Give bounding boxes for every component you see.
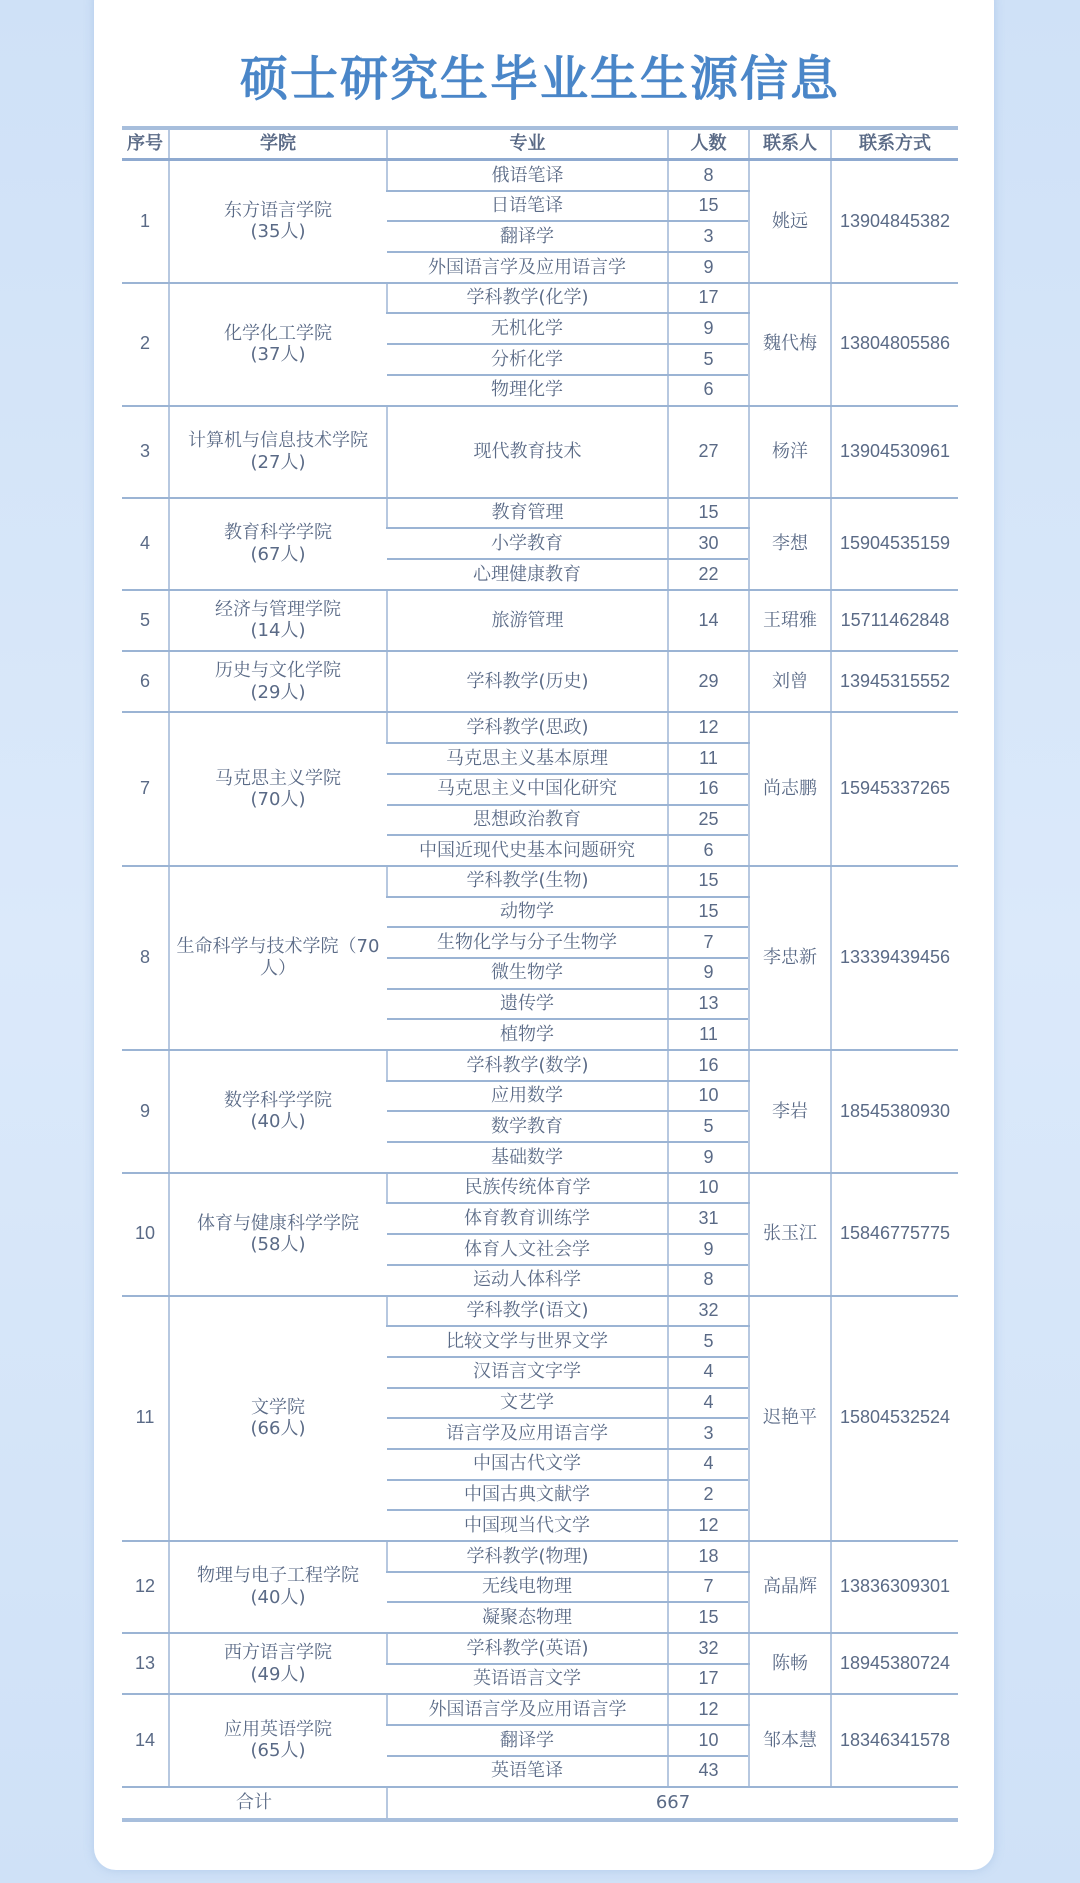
major-cell: 教育管理: [387, 498, 668, 529]
major-cell: 学科教学(生物): [387, 866, 668, 897]
major-cell: 外国语言学及应用语言学: [387, 1694, 668, 1725]
college-name: 数学科学学院: [224, 1089, 332, 1111]
row-index: 9: [122, 1050, 169, 1173]
major-cell: 遗传学: [387, 989, 668, 1020]
phone-cell: 13836309301: [831, 1541, 958, 1633]
college-total: (27人): [250, 451, 306, 473]
row-index: 11: [122, 1296, 169, 1542]
row-index: 10: [122, 1173, 169, 1296]
count-cell: 12: [668, 1694, 749, 1725]
contact-cell: 邹本慧: [749, 1694, 831, 1786]
count-cell: 12: [668, 712, 749, 743]
table-row: [122, 590, 958, 651]
college-name: 生命科学与技术学院（70: [176, 936, 380, 958]
phone-cell: 15846775775: [831, 1173, 958, 1296]
major-cell: 翻译学: [387, 1725, 668, 1756]
major-cell: 基础数学: [387, 1142, 668, 1173]
phone-cell: 15711462848: [831, 590, 958, 651]
phone-cell: 15804532524: [831, 1296, 958, 1542]
college-name: 文学院: [251, 1396, 305, 1418]
count-cell: 16: [668, 774, 749, 805]
count-cell: 10: [668, 1173, 749, 1204]
table-row: [122, 1541, 958, 1572]
major-cell: 微生物学: [387, 958, 668, 989]
contact-cell: 李想: [749, 498, 831, 590]
college-total: (14人): [250, 620, 306, 642]
phone-cell: 18945380724: [831, 1633, 958, 1694]
college-total: (37人): [250, 344, 306, 366]
college-name: 历史与文化学院: [215, 660, 341, 682]
college-cell: [169, 1694, 387, 1786]
major-cell: 外国语言学及应用语言学: [387, 252, 668, 283]
count-cell: 11: [668, 743, 749, 774]
row-index: 6: [122, 651, 169, 712]
college-cell: [169, 498, 387, 590]
count-cell: 4: [668, 1388, 749, 1419]
contact-cell: 王珺雅: [749, 590, 831, 651]
table-header-row: [122, 128, 958, 160]
count-cell: 14: [668, 590, 749, 651]
major-cell: 马克思主义中国化研究: [387, 774, 668, 805]
count-cell: 15: [668, 897, 749, 928]
college-cell: [169, 1633, 387, 1694]
row-index: 1: [122, 160, 169, 283]
count-cell: 32: [668, 1296, 749, 1327]
count-cell: 17: [668, 283, 749, 314]
major-cell: 文艺学: [387, 1388, 668, 1419]
college-total: (40人): [250, 1587, 306, 1609]
contact-cell: 杨洋: [749, 406, 831, 498]
contact-cell: 刘曾: [749, 651, 831, 712]
footer-total: 667: [387, 1787, 958, 1820]
major-cell: 动物学: [387, 897, 668, 928]
major-cell: 中国古典文献学: [387, 1480, 668, 1511]
row-index: 14: [122, 1694, 169, 1786]
contact-cell: 姚远: [749, 160, 831, 283]
count-cell: 22: [668, 559, 749, 590]
major-cell: 比较文学与世界文学: [387, 1326, 668, 1357]
college-cell: [169, 1296, 387, 1542]
count-cell: 17: [668, 1664, 749, 1695]
college-total: (40人): [250, 1111, 306, 1133]
count-cell: 6: [668, 375, 749, 406]
major-cell: 学科教学(数学): [387, 1050, 668, 1081]
header-major: 专业: [387, 128, 668, 160]
college-total: (49人): [250, 1663, 306, 1685]
contact-cell: 高晶辉: [749, 1541, 831, 1633]
major-cell: 英语笔译: [387, 1756, 668, 1787]
footer-label: 合计: [122, 1787, 387, 1820]
count-cell: 16: [668, 1050, 749, 1081]
header-index: 序号: [122, 128, 169, 160]
major-cell: 学科教学(语文): [387, 1296, 668, 1327]
table-row: [122, 866, 958, 897]
count-cell: 29: [668, 651, 749, 712]
major-cell: 无机化学: [387, 313, 668, 344]
count-cell: 9: [668, 252, 749, 283]
college-name: 教育科学学院: [224, 522, 332, 544]
table-body: [122, 160, 958, 1787]
college-total: (35人): [250, 221, 306, 243]
table-row: [122, 1296, 958, 1327]
college-cell: [169, 283, 387, 406]
header-college: 学院: [169, 128, 387, 160]
college-name: 应用英语学院: [224, 1718, 332, 1740]
college-name: 东方语言学院: [224, 199, 332, 221]
phone-cell: 13804805586: [831, 283, 958, 406]
major-cell: 翻译学: [387, 221, 668, 252]
row-index: 13: [122, 1633, 169, 1694]
college-cell: [169, 590, 387, 651]
count-cell: 7: [668, 1572, 749, 1603]
count-cell: 9: [668, 1142, 749, 1173]
header-contact: 联系人: [749, 128, 831, 160]
header-count: 人数: [668, 128, 749, 160]
count-cell: 11: [668, 1019, 749, 1050]
count-cell: 15: [668, 866, 749, 897]
count-cell: 18: [668, 1541, 749, 1572]
table-row: [122, 651, 958, 712]
college-total: 人）: [260, 957, 296, 979]
row-index: 12: [122, 1541, 169, 1633]
major-cell: 中国现当代文学: [387, 1510, 668, 1541]
contact-cell: 李忠新: [749, 866, 831, 1050]
college-name: 物理与电子工程学院: [197, 1565, 359, 1587]
graduate-source-table: [122, 126, 958, 1822]
college-total: (29人): [250, 681, 306, 703]
major-cell: 凝聚态物理: [387, 1602, 668, 1633]
count-cell: 12: [668, 1510, 749, 1541]
row-index: 5: [122, 590, 169, 651]
table-row: [122, 712, 958, 743]
count-cell: 8: [668, 160, 749, 191]
college-cell: [169, 866, 387, 1050]
major-cell: 分析化学: [387, 344, 668, 375]
table-row: [122, 406, 958, 498]
count-cell: 2: [668, 1480, 749, 1511]
table-row: [122, 498, 958, 529]
major-cell: 语言学及应用语言学: [387, 1418, 668, 1449]
phone-cell: 13904845382: [831, 160, 958, 283]
college-total: (58人): [250, 1234, 306, 1256]
college-name: 计算机与信息技术学院: [188, 429, 368, 451]
major-cell: 体育教育训练学: [387, 1203, 668, 1234]
major-cell: 心理健康教育: [387, 559, 668, 590]
count-cell: 30: [668, 528, 749, 559]
contact-cell: 张玉江: [749, 1173, 831, 1296]
count-cell: 13: [668, 989, 749, 1020]
phone-cell: 18545380930: [831, 1050, 958, 1173]
graduate-source-table-wrap: [122, 126, 958, 1822]
college-cell: [169, 160, 387, 283]
contact-cell: 陈畅: [749, 1633, 831, 1694]
college-cell: [169, 1050, 387, 1173]
table-row: [122, 1050, 958, 1081]
row-index: 4: [122, 498, 169, 590]
row-index: 7: [122, 712, 169, 865]
table-row: [122, 1173, 958, 1204]
count-cell: 9: [668, 1234, 749, 1265]
major-cell: 马克思主义基本原理: [387, 743, 668, 774]
table-footer-row: [122, 1787, 958, 1820]
count-cell: 4: [668, 1449, 749, 1480]
major-cell: 学科教学(英语): [387, 1633, 668, 1664]
count-cell: 3: [668, 221, 749, 252]
count-cell: 10: [668, 1081, 749, 1112]
major-cell: 运动人体科学: [387, 1265, 668, 1296]
major-cell: 无线电物理: [387, 1572, 668, 1603]
phone-cell: 18346341578: [831, 1694, 958, 1786]
college-total: (65人): [250, 1740, 306, 1762]
college-cell: [169, 1173, 387, 1296]
college-name: 体育与健康科学学院: [197, 1212, 359, 1234]
count-cell: 15: [668, 191, 749, 222]
major-cell: 应用数学: [387, 1081, 668, 1112]
college-cell: [169, 651, 387, 712]
phone-cell: 13339439456: [831, 866, 958, 1050]
college-name: 马克思主义学院: [215, 767, 341, 789]
major-cell: 体育人文社会学: [387, 1234, 668, 1265]
table-row: [122, 160, 958, 191]
college-cell: [169, 406, 387, 498]
college-name: 经济与管理学院: [215, 598, 341, 620]
college-total: (70人): [250, 789, 306, 811]
row-index: 3: [122, 406, 169, 498]
college-cell: [169, 712, 387, 865]
contact-cell: 李岩: [749, 1050, 831, 1173]
count-cell: 27: [668, 406, 749, 498]
college-total: (67人): [250, 543, 306, 565]
count-cell: 43: [668, 1756, 749, 1787]
count-cell: 3: [668, 1418, 749, 1449]
count-cell: 31: [668, 1203, 749, 1234]
count-cell: 5: [668, 344, 749, 375]
count-cell: 6: [668, 835, 749, 866]
count-cell: 4: [668, 1357, 749, 1388]
contact-cell: 尚志鹏: [749, 712, 831, 865]
count-cell: 5: [668, 1326, 749, 1357]
major-cell: 学科教学(物理): [387, 1541, 668, 1572]
count-cell: 8: [668, 1265, 749, 1296]
count-cell: 9: [668, 313, 749, 344]
table-row: [122, 1633, 958, 1664]
count-cell: 10: [668, 1725, 749, 1756]
major-cell: 现代教育技术: [387, 406, 668, 498]
row-index: 2: [122, 283, 169, 406]
count-cell: 7: [668, 927, 749, 958]
major-cell: 民族传统体育学: [387, 1173, 668, 1204]
header-phone: 联系方式: [831, 128, 958, 160]
major-cell: 学科教学(思政): [387, 712, 668, 743]
count-cell: 32: [668, 1633, 749, 1664]
college-name: 西方语言学院: [224, 1642, 332, 1664]
college-total: (66人): [250, 1418, 306, 1440]
major-cell: 汉语言文字学: [387, 1357, 668, 1388]
major-cell: 物理化学: [387, 375, 668, 406]
major-cell: 日语笔译: [387, 191, 668, 222]
phone-cell: 15945337265: [831, 712, 958, 865]
table-row: [122, 283, 958, 314]
count-cell: 15: [668, 498, 749, 529]
college-name: 化学化工学院: [224, 322, 332, 344]
count-cell: 5: [668, 1111, 749, 1142]
major-cell: 思想政治教育: [387, 805, 668, 836]
college-cell: [169, 1541, 387, 1633]
count-cell: 25: [668, 805, 749, 836]
major-cell: 中国古代文学: [387, 1449, 668, 1480]
phone-cell: 15904535159: [831, 498, 958, 590]
contact-cell: 迟艳平: [749, 1296, 831, 1542]
major-cell: 植物学: [387, 1019, 668, 1050]
major-cell: 小学教育: [387, 528, 668, 559]
table-row: [122, 1694, 958, 1725]
count-cell: 9: [668, 958, 749, 989]
major-cell: 中国近现代史基本问题研究: [387, 835, 668, 866]
major-cell: 英语语言文学: [387, 1664, 668, 1695]
row-index: 8: [122, 866, 169, 1050]
major-cell: 旅游管理: [387, 590, 668, 651]
major-cell: 生物化学与分子生物学: [387, 927, 668, 958]
page-title: 硕士研究生毕业生生源信息: [239, 51, 840, 107]
count-cell: 15: [668, 1602, 749, 1633]
phone-cell: 13904530961: [831, 406, 958, 498]
major-cell: 数学教育: [387, 1111, 668, 1142]
major-cell: 俄语笔译: [387, 160, 668, 191]
major-cell: 学科教学(历史): [387, 651, 668, 712]
major-cell: 学科教学(化学): [387, 283, 668, 314]
contact-cell: 魏代梅: [749, 283, 831, 406]
phone-cell: 13945315552: [831, 651, 958, 712]
